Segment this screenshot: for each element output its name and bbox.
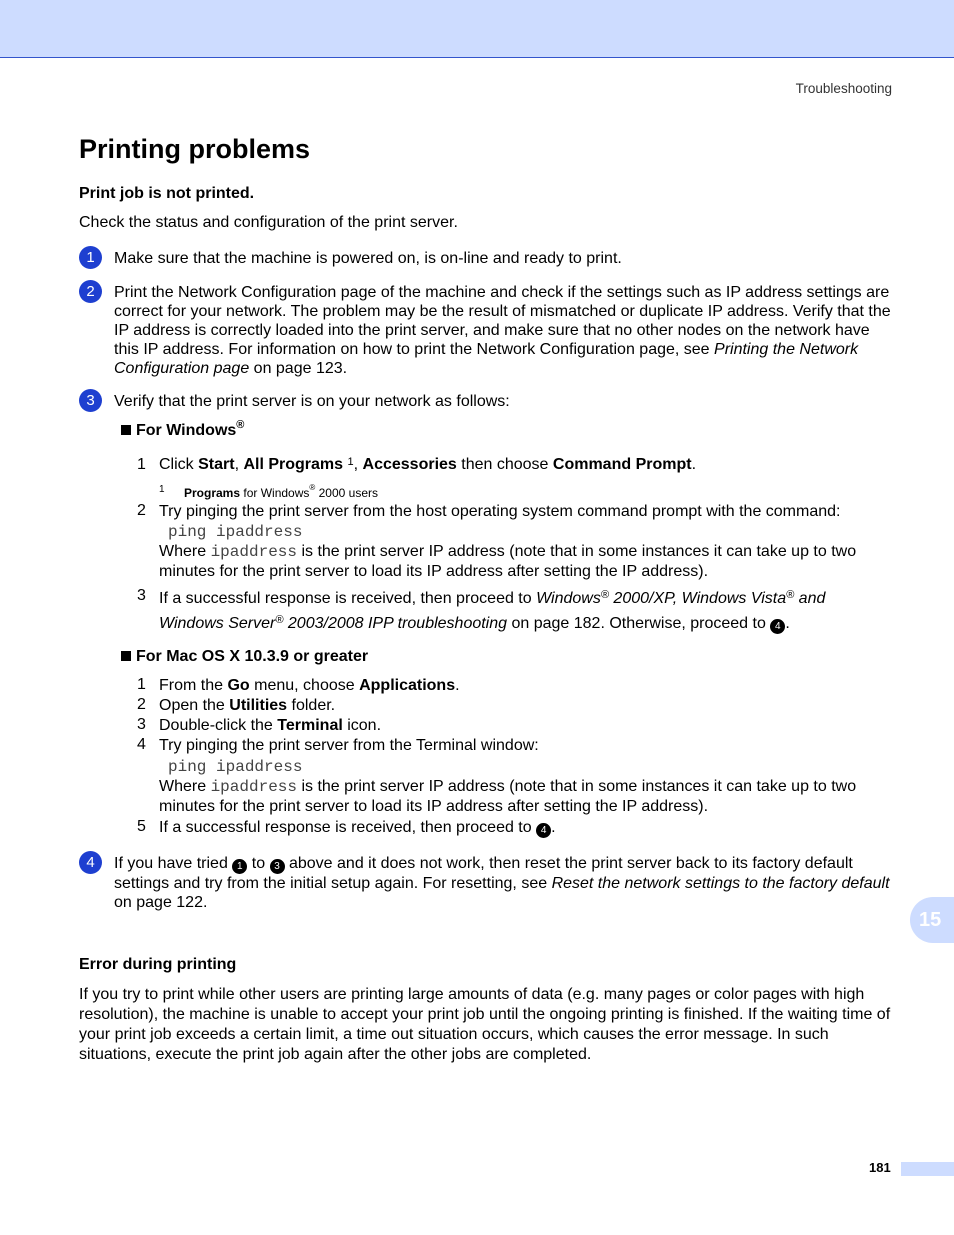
bullet-for-mac: For Mac OS X 10.3.9 or greater bbox=[121, 648, 368, 666]
mac-item-4-text: Try pinging the print server from the Terminal window: bbox=[159, 737, 539, 754]
square-bullet-icon bbox=[121, 651, 131, 661]
step-badge-2: 2 bbox=[79, 280, 102, 303]
chapter-tab: 15 bbox=[910, 897, 954, 943]
mac-item-5-number: 5 bbox=[137, 818, 146, 835]
step-3-text: Verify that the print server is on your network as follows: bbox=[114, 393, 510, 410]
win-item-1: Click Start, All Programs $^1$, Accessories then choose Command Prompt. bbox=[159, 456, 697, 473]
step-ref-1-icon: 1 bbox=[232, 859, 247, 874]
top-header-band bbox=[0, 0, 954, 58]
mac-item-1-number: 1 bbox=[137, 676, 146, 693]
win-item-3: If a successful response is received, then proceed to Windows® 2000/XP, Windows Vista® and Windows Server® 2003/2008 IPP troubleshooting on page 182. Otherwise, proceed to 4 . bbox=[159, 589, 826, 632]
page-number-bar bbox=[901, 1162, 954, 1176]
step-1-text: Make sure that the machine is powered on, is on-line and ready to print. bbox=[114, 250, 622, 267]
win-ping-command: ping ipaddress bbox=[168, 523, 303, 541]
section-heading-error: Error during printing bbox=[79, 956, 237, 973]
footnote-ref[interactable]: 1 bbox=[347, 456, 354, 468]
win-item-2-number: 2 bbox=[137, 502, 146, 519]
step-4 bbox=[79, 851, 891, 912]
section-intro: Check the status and configuration of the print server. bbox=[79, 214, 458, 231]
step-ref-3-icon: 3 bbox=[270, 859, 285, 874]
win-item-2-where: Where ipaddress is the print server IP address (note that in some instances it can take up to two minutes for the print server to load its IP address after setting the IP address). bbox=[159, 543, 857, 580]
step-badge-1: 1 bbox=[79, 246, 102, 269]
step-4-text: If you have tried 1 to 3 above and it does not work, then reset the print server back to its factory default settings and try from the initial setup again. For resetting, see Reset the network settings to the factory default on page 122. bbox=[114, 855, 890, 911]
mac-item-3: Double-click the Terminal icon. bbox=[159, 717, 382, 734]
section-error-body: If you try to print while other users are printing large amounts of data (e.g. many pages or color pages with high resolution), the machine is unable to accept your print job until the ongoing printing is finished. If the waiting time of your print job exceeds a certain limit, a time out situation occurs, which causes the error message. In such situations, execute the print job again after the other jobs are completed. bbox=[79, 986, 891, 1063]
step-ref-4-icon: 4 bbox=[536, 823, 551, 838]
link-network-config-page[interactable]: Printing the Network Configuration page bbox=[114, 341, 859, 377]
page-number: 181 bbox=[869, 1160, 891, 1175]
square-bullet-icon bbox=[121, 425, 131, 435]
running-header: Troubleshooting bbox=[795, 81, 892, 96]
step-badge-3: 3 bbox=[79, 389, 102, 412]
footnote-text: Programs for Windows® 2000 users bbox=[184, 483, 379, 500]
mac-item-2: Open the Utilities folder. bbox=[159, 697, 336, 714]
mac-ping-command: ping ipaddress bbox=[168, 758, 303, 776]
mac-item-2-number: 2 bbox=[137, 696, 146, 713]
step-badge-4: 4 bbox=[79, 851, 102, 874]
mac-item-1: From the Go menu, choose Applications. bbox=[159, 677, 460, 694]
section-heading-print-job: Print job is not printed. bbox=[79, 185, 255, 202]
step-1 bbox=[79, 246, 891, 268]
win-item-1-number: 1 bbox=[137, 456, 146, 473]
step-ref-4-icon: 4 bbox=[770, 619, 785, 634]
mac-item-5: If a successful response is received, then proceed to 4 . bbox=[159, 819, 556, 836]
footnote-mark: 1 bbox=[159, 484, 165, 495]
mac-item-3-number: 3 bbox=[137, 716, 146, 733]
bullet-for-windows: For Windows® bbox=[121, 422, 244, 440]
win-item-3-number: 3 bbox=[137, 587, 146, 604]
win-item-2-text: Try pinging the print server from the host operating system command prompt with the command: bbox=[159, 503, 841, 520]
step-2-text: Print the Network Configuration page of the machine and check if the settings such as IP address settings are correct for your network. The problem may be the result of mismatched or duplicate IP address. Verify that the IP address is correctly loaded into the print server, and make sure that no other nodes on the network have this IP address. For information on how to print the Network Configuration page, see Printing the Network Configuration page on page 123. bbox=[114, 284, 891, 377]
page-title: Printing problems bbox=[79, 134, 311, 164]
step-3 bbox=[79, 389, 891, 411]
mac-item-4-number: 4 bbox=[137, 736, 146, 753]
link-reset-network-settings[interactable]: Reset the network settings to the factory default bbox=[551, 875, 890, 892]
link-windows-ipp-troubleshooting[interactable]: Windows® 2000/XP, Windows Vista® and Windows Server® 2003/2008 IPP troubleshooting bbox=[159, 589, 826, 632]
mac-item-4-where: Where ipaddress is the print server IP address (note that in some instances it can take up to two minutes for the print server to load its IP address after setting the IP address). bbox=[159, 778, 857, 815]
step-2 bbox=[79, 280, 891, 378]
